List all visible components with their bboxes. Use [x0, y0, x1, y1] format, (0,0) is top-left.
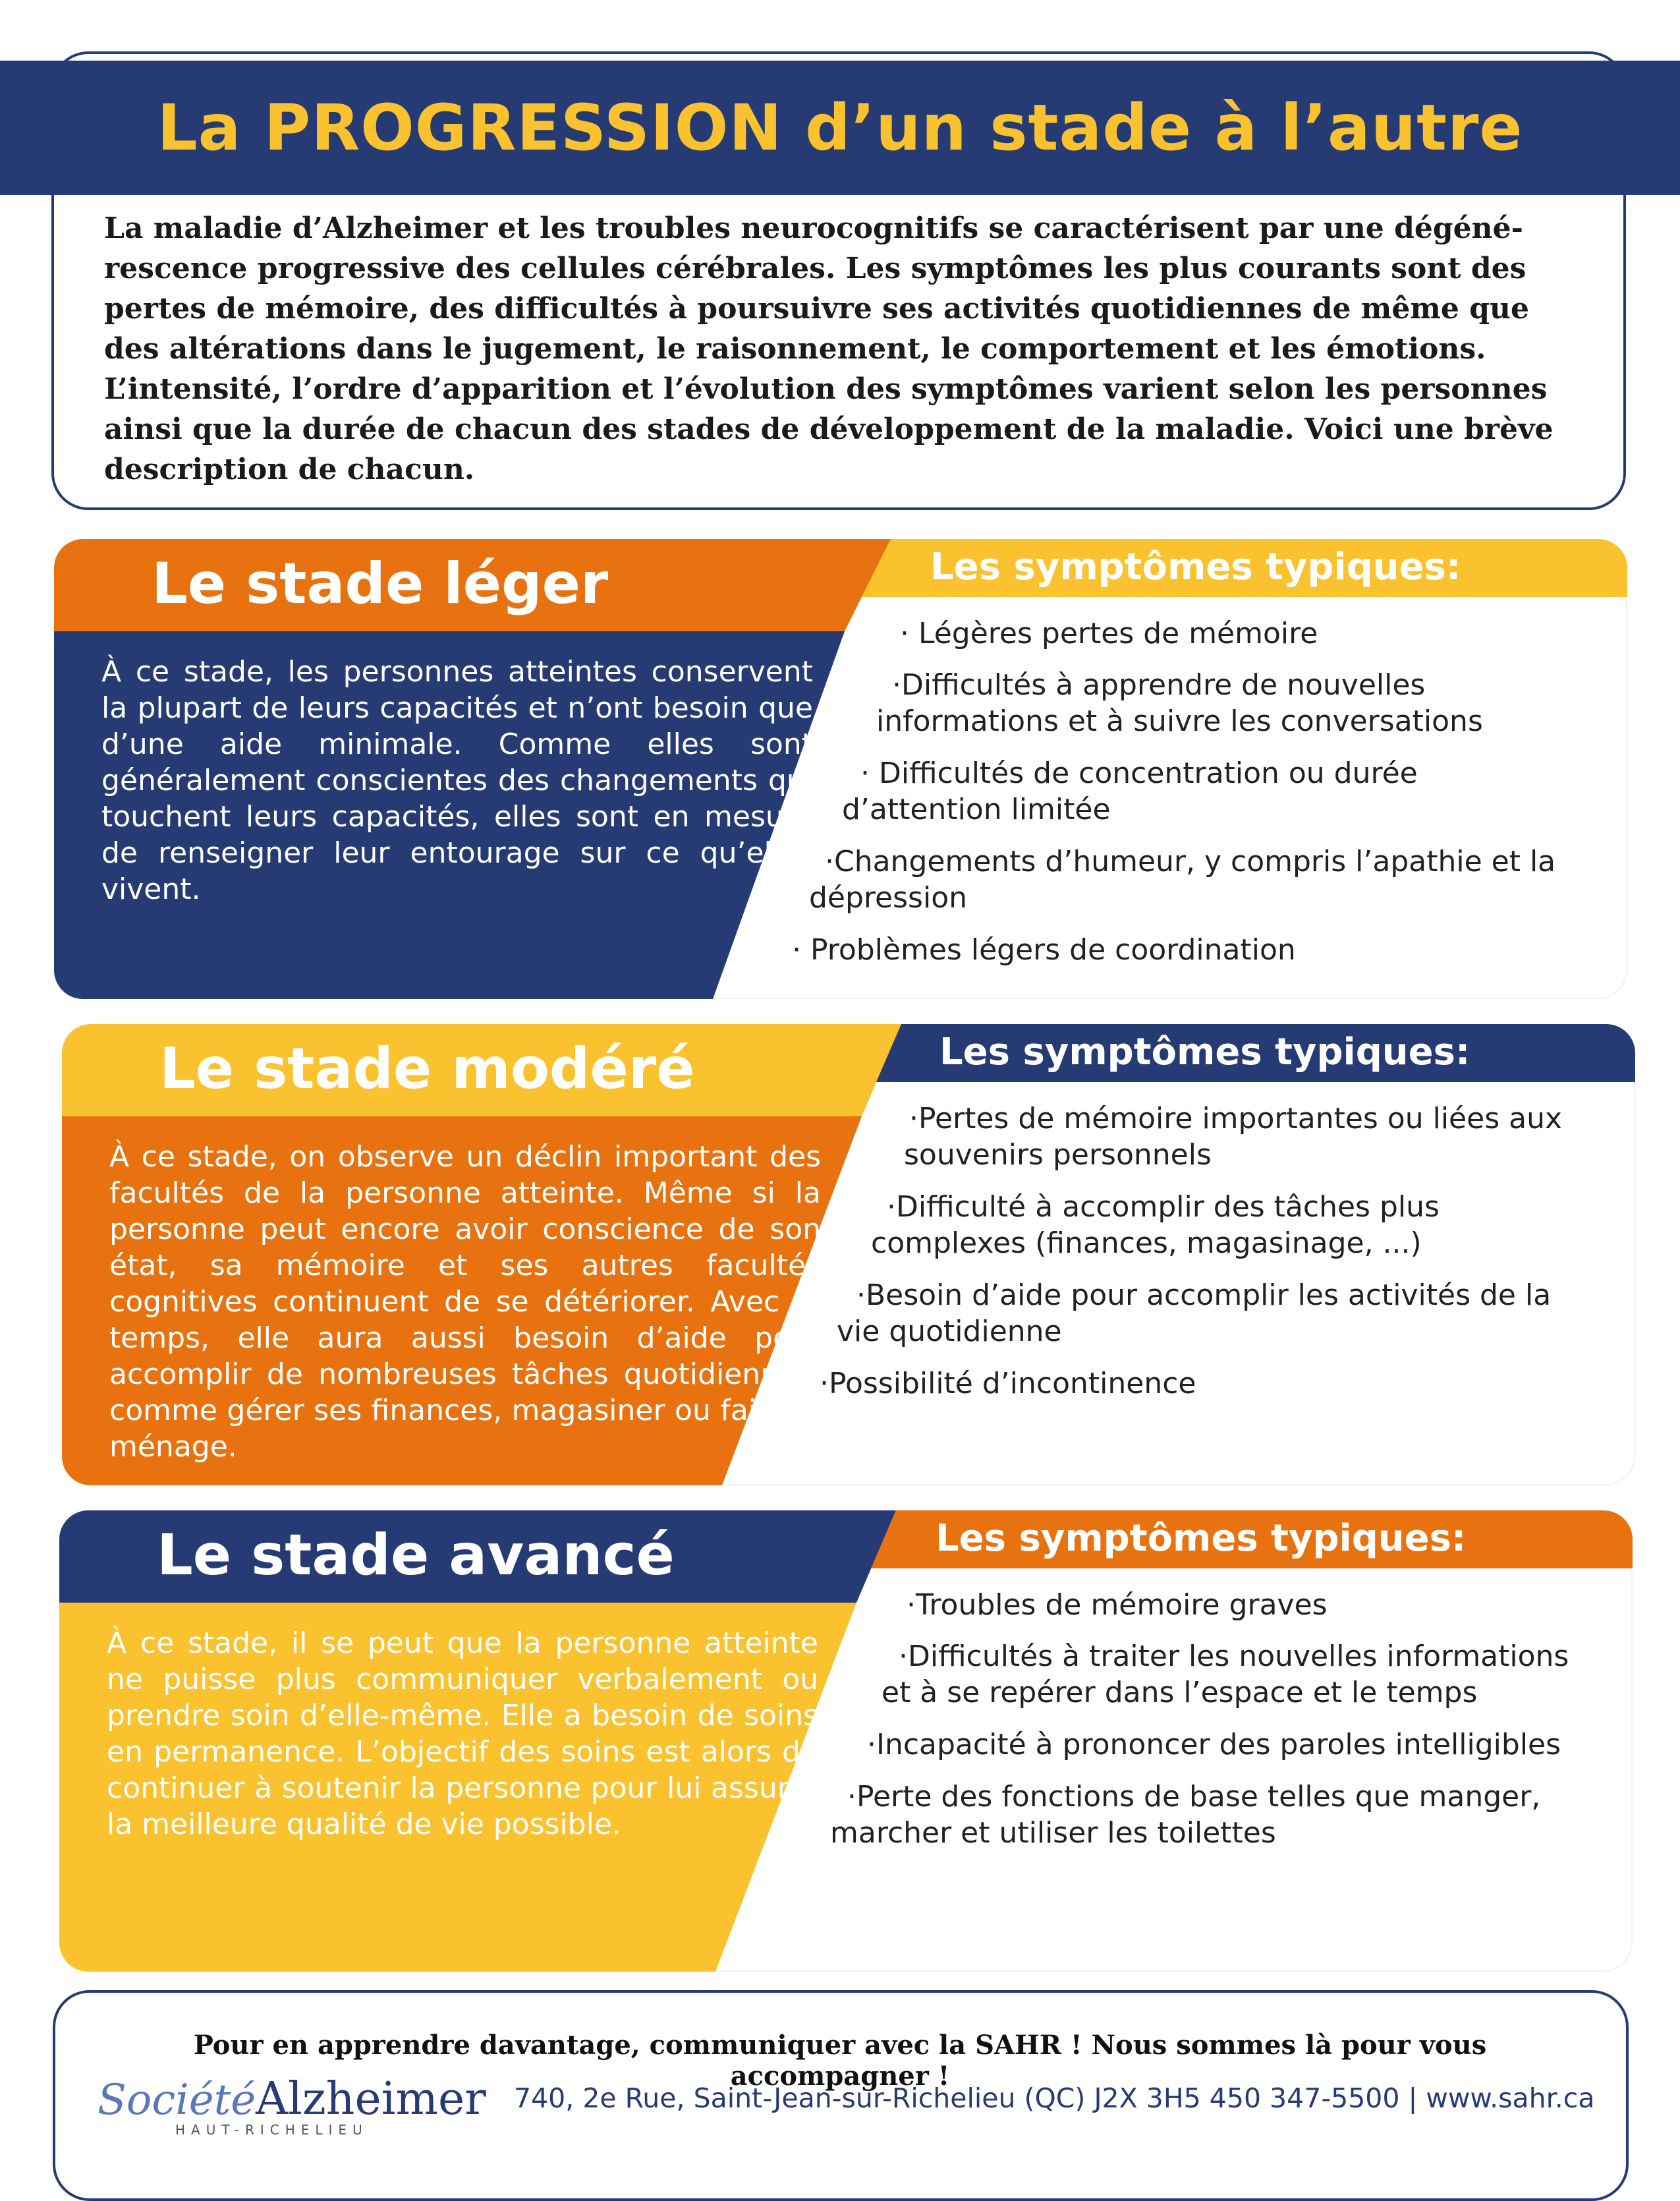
symptom-item: ·Pertes de mémoire importantes ou liées aux: [909, 1102, 1562, 1135]
symptom-item: · Problèmes légers de coordination: [792, 933, 1296, 967]
stage-panel-modere: [62, 1024, 1635, 1485]
symptom-item: souvenirs personnels: [904, 1138, 1212, 1172]
symptom-item: ·Incapacité à prononcer des paroles intelligibles: [867, 1728, 1561, 1761]
symptom-item: · Légères pertes de mémoire: [900, 617, 1318, 650]
symptom-item: et à se repérer dans l’espace et le temps: [882, 1676, 1478, 1709]
symptom-item: dépression: [809, 881, 968, 915]
intro-paragraph: La maladie d’Alzheimer et les troubles neurocognitifs se caractérisent par une dégéné-rescence progressive des cellules cérébrales. Les symptômes les plus courants sont des pertes de mémoire, des difficultés à poursuivre ses activités quotidiennes de même que des altérations dans le jugement, le raisonnement, le comportement et les émotions. L’intensité, l’ordre d’apparition et l’évolution des symptômes varient selon les personnes ainsi que la durée de chacun des stades de développement de la maladie. Voici une brève description de chacun.: [104, 212, 1554, 486]
symptom-item: complexes (finances, magasinage, ...): [871, 1226, 1422, 1260]
symptom-item: informations et à suivre les conversations: [876, 704, 1483, 738]
stage-title: Le stade modéré: [159, 1036, 695, 1102]
symptom-item: ·Besoin d’aide pour accomplir les activités de la: [856, 1278, 1552, 1312]
footer-contact-info: 740, 2e Rue, Saint-Jean-sur-Richelieu (QC) J2X 3H5 450 347-5500 | www.sahr.ca: [514, 2082, 1595, 2114]
stage-title: Le stade léger: [152, 551, 609, 617]
stage-panel-leger: [54, 539, 1627, 999]
symptom-item: ·Difficultés à apprendre de nouvelles: [892, 668, 1426, 702]
logo-alzheimer-text: Alzheimer: [256, 2073, 486, 2125]
footer-call-to-action: Pour en apprendre davantage, communiquer avec la SAHR ! Nous sommes là pour vous accompagner !: [193, 2030, 1487, 2092]
symptom-item: vie quotidienne: [837, 1315, 1062, 1348]
stage-description: À ce stade, on observe un déclin important des facultés de la personne atteinte. Même si la personne peut encore avoir conscience de son état, sa mémoire et ses autres facultés cognitives continuent de se détériorer. Avec le temps, elle aura aussi besoin d’aide pour accomplir de nombreuses tâches quotidiennes, comme gérer ses finances, magasiner ou faire le ménage.: [109, 1140, 821, 1464]
symptom-item: ·Perte des fonctions de base telles que manger,: [847, 1780, 1541, 1814]
stage-description: À ce stade, il se peut que la personne atteinte ne puisse plus communiquer verbalement ou prendre soin d’elle-même. Elle a besoin de soins en permanence. L’objectif des soins est alors de continuer à soutenir la personne pour lui assurer la meilleure qualité de vie possible.: [107, 1626, 818, 1841]
symptom-item: ·Possibilité d’incontinence: [820, 1367, 1196, 1400]
symptoms-title: Les symptômes typiques:: [930, 546, 1461, 588]
logo-societe-text: Société: [98, 2076, 256, 2125]
symptom-item: ·Difficulté à accomplir des tâches plus: [887, 1190, 1440, 1224]
page-title: La PROGRESSION d’un stade à l’autre: [157, 91, 1523, 165]
logo-subtitle: HAUT-RICHELIEU: [175, 2122, 368, 2138]
stage-panel-avance: [59, 1510, 1633, 1972]
symptom-item: marcher et utiliser les toilettes: [830, 1816, 1276, 1850]
symptom-item: ·Troubles de mémoire graves: [907, 1588, 1328, 1622]
symptom-item: d’attention limitée: [842, 793, 1111, 826]
symptom-item: ·Changements d’humeur, y compris l’apathie et la: [825, 845, 1556, 878]
symptom-item: ·Difficultés à traiter les nouvelles informations: [899, 1640, 1569, 1673]
symptoms-title: Les symptômes typiques:: [939, 1031, 1470, 1073]
symptom-item: · Difficultés de concentration ou durée: [860, 757, 1418, 790]
stage-description: À ce stade, les personnes atteintes conservent la plupart de leurs capacités et n’ont besoin que d’une aide minimale. Comme elles sont généralement conscientes des changements qui touchent leurs capacités, elles sont en mesure de renseigner leur entourage sur ce qu’elles vivent.: [101, 655, 813, 906]
stage-title: Le stade avancé: [157, 1522, 675, 1588]
symptoms-title: Les symptômes typiques:: [936, 1517, 1467, 1560]
